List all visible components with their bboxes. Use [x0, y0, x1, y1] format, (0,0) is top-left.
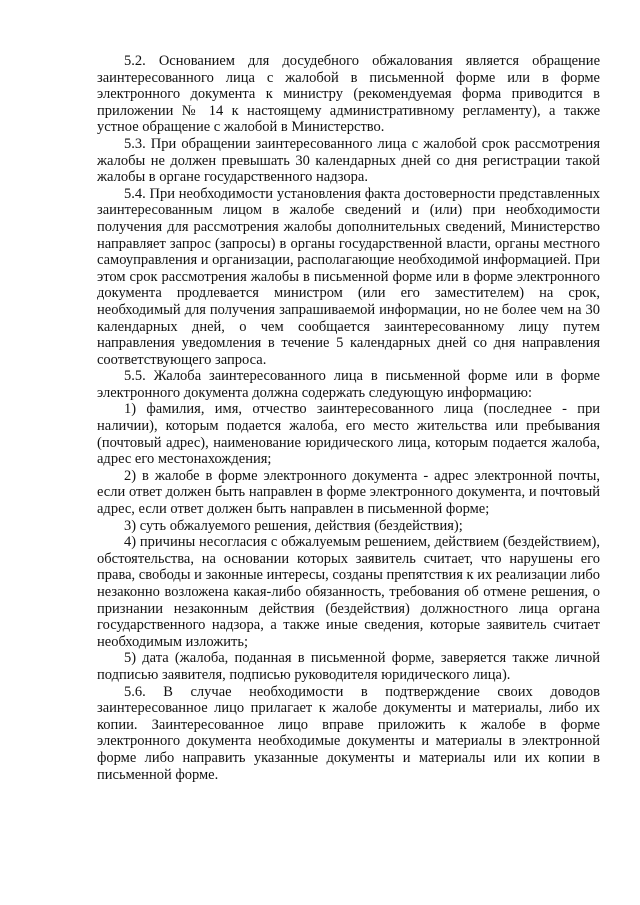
list-item-5: 5) дата (жалоба, поданная в письменной форме, заверяется также личной подписью заявителя, подписью руководителя юридического лица).	[97, 650, 600, 683]
paragraph-5-4: 5.4. При необходимости установления факта достоверности представленных заинтересованным лицом в жалобе сведений и (или) при необходимости получения для рассмотрения жалобы дополнительных сведений, Министерство направляет запрос (запросы) в органы государственной власти, органы местного самоуправления и организации, располагающие необходимой информацией. При этом срок рассмотрения жалобы в письменной форме или в форме электронного документа продлевается министром (или его заместителем) на срок, необходимый для получения запрашиваемой информации, но не более чем на 30 календарных дней, о чем сообщается заинтересованному лицу путем направления уведомления в течение 5 календарных дней со дня направления соответствующего запроса.	[97, 185, 600, 368]
list-item-2: 2) в жалобе в форме электронного документа - адрес электронной почты, если ответ должен быть направлен в форме электронного документа, и почтовый адрес, если ответ должен быть направлен в письменной форме;	[97, 467, 600, 518]
paragraph-5-5: 5.5. Жалоба заинтересованного лица в письменной форме или в форме электронного документа должна содержать следующую информацию:	[97, 368, 600, 401]
list-item-1: 1) фамилия, имя, отчество заинтересованного лица (последнее - при наличии), которым подается жалоба, его место жительства или пребывания (почтовый адрес), наименование юридического лица, которым подается жалоба, адрес его местонахождения;	[97, 401, 600, 468]
paragraph-5-2: 5.2. Основанием для досудебного обжалования является обращение заинтересованного лица с жалобой в письменной форме или в форме электронного документа к министру (рекомендуемая форма приводится в приложении № 14 к настоящему административному регламенту), а также устное обращение с жалобой в Министерство.	[97, 53, 600, 136]
paragraph-5-3: 5.3. При обращении заинтересованного лица с жалобой срок рассмотрения жалобы не должен превышать 30 календарных дней со дня регистрации такой жалобы в органе государственного надзора.	[97, 135, 600, 186]
list-item-4: 4) причины несогласия с обжалуемым решением, действием (бездействием), обстоятельства, на основании которых заявитель считает, что нарушены его права, свободы и законные интересы, созданы препятствия к их реализации либо незаконно возложена какая-либо обязанность, требования об отмене решения, о признании незаконным действия (бездействия) должностного лица органа государственного надзора, а также иные сведения, которые заявитель считает необходимым изложить;	[97, 534, 600, 650]
list-item-3: 3) суть обжалуемого решения, действия (бездействия);	[124, 517, 463, 534]
paragraph-5-6: 5.6. В случае необходимости в подтверждение своих доводов заинтересованное лицо прилагает к жалобе документы и материалы, либо их копии. Заинтересованное лицо вправе приложить к жалобе в форме электронного документа необходимые документы и материалы в электронной форме либо направить указанные документы и материалы или их копии в письменной форме.	[97, 683, 600, 783]
